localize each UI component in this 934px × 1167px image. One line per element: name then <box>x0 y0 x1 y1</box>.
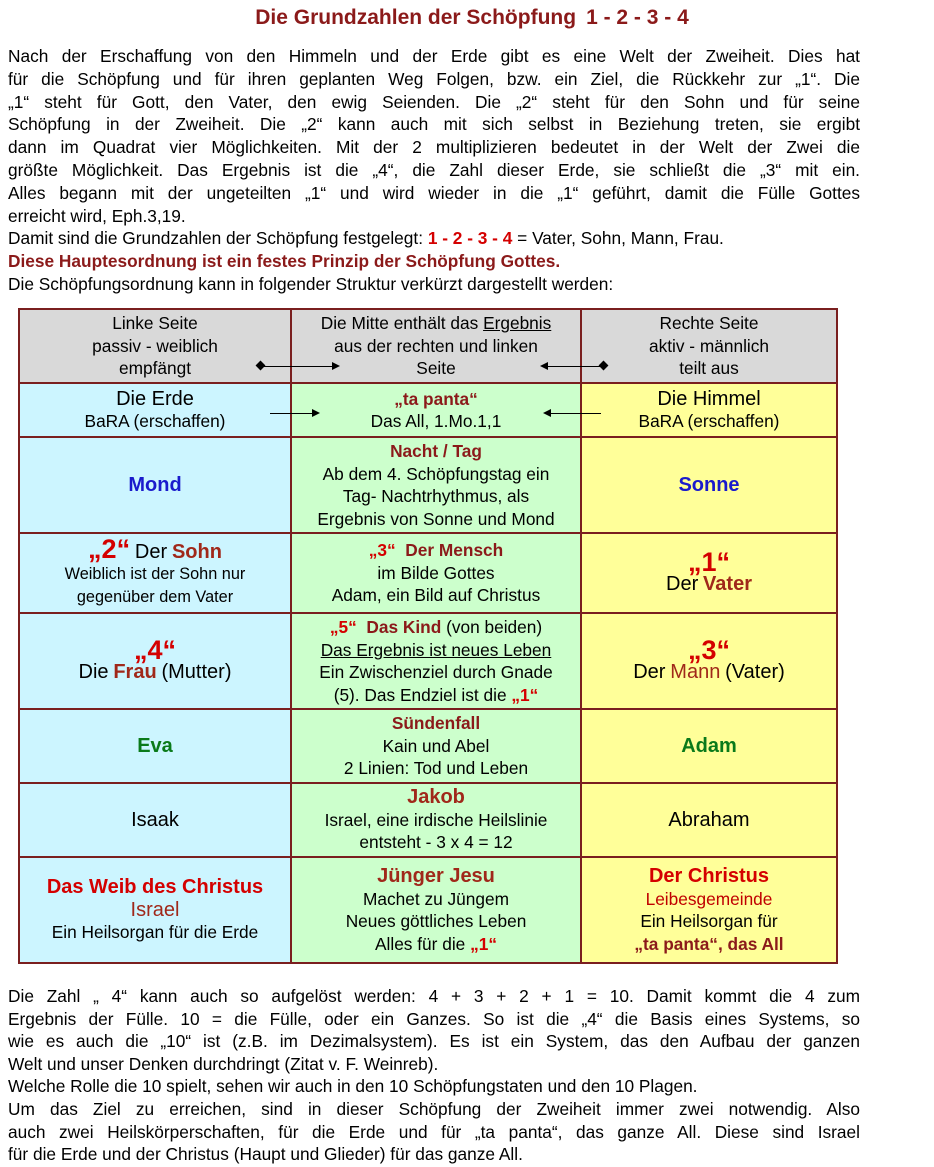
cell-text: Der Mensch <box>405 540 504 561</box>
cell-text <box>296 933 576 956</box>
cell-text: Tag- Nachtrhythmus, als <box>342 486 530 506</box>
intro-paragraph <box>8 45 860 296</box>
cell-text: Der <box>666 573 699 595</box>
intro-line: größte Möglichkeit. Das Ergebnis ist die „4“, die Zahl dieser Erde, sie schließt die „3“ mit ein. <box>8 159 860 180</box>
table-row <box>19 709 837 783</box>
intro-line: erreicht wird, Eph.3,19. <box>8 205 186 226</box>
cell-text: „ta panta“, das All <box>634 933 784 954</box>
right-arrow-icon <box>262 366 332 367</box>
arrow-head-icon <box>312 409 320 417</box>
cell-text: Mann <box>670 661 721 683</box>
table-header-row <box>19 309 837 383</box>
intro-line: dann im Quadrat vier Möglichkeiten. Mit der 2 multiplizieren bedeutet in der Welt der Zwei die <box>8 137 860 158</box>
cell-text: im Bilde Gottes <box>377 562 495 583</box>
cell-left <box>19 709 291 783</box>
cell-right <box>581 437 837 533</box>
cell-text: Der <box>134 540 168 563</box>
cell-left <box>19 857 291 963</box>
outro-line: Um das Ziel zu erreichen, sind in dieser Schöpfung der Zweiheit immer zwei notwendig. Also <box>8 1098 860 1119</box>
intro-line: Nach der Erschaffung von den Himmeln und der Erde gibt es eine Welt der Zweiheit. Dies hat <box>8 46 860 66</box>
cell-text: teilt aus <box>679 358 739 379</box>
intro-line: Die Schöpfungsordnung kann in folgender Struktur verkürzt dargestellt werden: <box>8 273 614 294</box>
cell-mid <box>291 383 581 437</box>
cell-text: Ergebnis <box>483 313 552 334</box>
intro-principle: Diese Hauptesordnung ist ein festes Prinzip der Schöpfung Gottes. <box>8 251 561 272</box>
cell-text: „4“ <box>133 634 177 665</box>
cell-text: Abraham <box>668 808 750 831</box>
cell-text <box>296 616 576 639</box>
cell-text: Nacht / Tag <box>390 441 482 461</box>
cell-text: aktiv - männlich <box>648 335 770 356</box>
cell-text: Kain und Abel <box>382 735 490 756</box>
cell-text: Die <box>78 661 109 683</box>
cell-text: Neues göttliches Leben <box>345 911 527 931</box>
cell-text: (Mutter) <box>161 661 232 683</box>
cell-text: Linke Seite <box>112 313 198 334</box>
creation-order-table <box>18 308 838 964</box>
cell-text: Jakob <box>407 786 465 809</box>
intro-line: Schöpfung in der Zweiheit. Die „2“ kann auch mit sich selbst in Beziehung treten, sie ergibt <box>8 114 860 135</box>
cell-text: „1“ <box>511 684 539 705</box>
cell-text: Sonne <box>678 473 740 496</box>
outro-line: für die Erde und der Christus (Haupt und Glieder) für das ganze All. <box>8 1144 523 1165</box>
cell-text: „1“ <box>470 933 497 954</box>
cell-right <box>581 533 837 613</box>
cell-text <box>296 684 576 707</box>
table-row <box>19 437 837 533</box>
cell-mid <box>291 533 581 613</box>
page-title <box>0 6 934 30</box>
outro-line: auch zwei Heilskörperschaften, für die Erde und für „ta panta“, das ganze All. Diese sind Israel <box>8 1121 860 1142</box>
cell-text: aus der rechten und linken <box>334 335 538 356</box>
cell-text: gegenüber dem Vater <box>76 587 234 606</box>
arrow-head-icon <box>543 409 551 417</box>
cell-text: Adam, ein Bild auf Christus <box>331 585 541 606</box>
intro-text: = Vater, Sohn, Mann, Frau. <box>517 228 724 249</box>
cell-right <box>581 857 837 963</box>
cell-text: (von beiden) <box>446 617 543 637</box>
arrow-head-icon <box>332 362 340 370</box>
cell-text: Die Erde <box>116 387 194 410</box>
intro-line: für die Schöpfung und für ihren geplanten Weg Folgen, bzw. ein Ziel, die Rückkehr zur „1“. Die <box>8 68 860 89</box>
cell-text: Adam <box>681 734 737 757</box>
cell-right <box>581 709 837 783</box>
cell-mid <box>291 783 581 857</box>
intro-text: Damit sind die Grundzahlen der Schöpfung festgelegt: <box>8 228 424 249</box>
cell-text: Eva <box>137 734 173 757</box>
left-arrow-icon <box>548 366 603 367</box>
cell-text <box>24 533 286 564</box>
cell-right <box>581 613 837 709</box>
outro-line: Welt und unser Denken durchdringt (Zitat v. F. Weinreb). <box>8 1053 439 1074</box>
cell-text: (Vater) <box>725 661 785 683</box>
cell-text: Isaak <box>131 808 179 831</box>
cell-text: Ein Heilsorgan für <box>640 911 778 931</box>
cell-text: „5“ <box>329 617 357 637</box>
cell-text: Ein Zwischenziel durch Gnade <box>319 662 553 682</box>
cell-text: Weiblich ist der Sohn nur <box>64 565 246 584</box>
cell-mid <box>291 857 581 963</box>
cell-text <box>24 661 286 684</box>
cell-text: empfängt <box>118 358 192 379</box>
cell-text: Seite <box>416 358 456 379</box>
cell-left <box>19 613 291 709</box>
cell-text <box>296 539 576 562</box>
cell-text: BaRA (erschaffen) <box>638 411 780 431</box>
intro-numbers: 1 - 2 - 3 - 4 <box>427 228 513 249</box>
outro-line: Die Zahl „ 4“ kann auch so aufgelöst werden: 4 + 3 + 2 + 1 = 10. Damit kommt die 4 zum <box>8 986 860 1006</box>
outro-line: Welche Rolle die 10 spielt, sehen wir auch in den 10 Schöpfungstaten und den 10 Plagen. <box>8 1076 698 1097</box>
header-right <box>581 309 837 383</box>
cell-text <box>586 573 832 596</box>
cell-text: (5). Das Endziel ist die <box>333 684 507 705</box>
left-arrow-icon <box>551 413 601 414</box>
cell-left <box>19 437 291 533</box>
table-row <box>19 383 837 437</box>
cell-text: Machet zu Jüngem <box>362 888 509 909</box>
cell-text: Das All, 1.Mo.1,1 <box>370 411 502 431</box>
cell-text: Das Ergebnis ist neues Leben <box>320 639 552 660</box>
cell-text: Der <box>633 661 666 683</box>
cell-right <box>581 383 837 437</box>
cell-text: Die Himmel <box>657 387 761 410</box>
cell-text: „1“ <box>687 546 731 577</box>
table-row <box>19 533 837 613</box>
cell-text: Mond <box>128 473 182 496</box>
cell-text: „ta panta“ <box>394 388 478 409</box>
cell-text: Alles für die <box>374 933 466 954</box>
title-text: Die Grundzahlen der Schöpfung <box>255 6 577 29</box>
cell-text: Das Weib des Christus <box>46 876 264 899</box>
cell-text <box>586 661 832 684</box>
cell-text: Ergebnis von Sonne und Mond <box>317 508 555 529</box>
cell-text: Frau <box>113 661 157 683</box>
cell-right <box>581 783 837 857</box>
right-arrow-icon <box>270 413 312 414</box>
cell-text: BaRA (erschaffen) <box>84 411 226 431</box>
cell-text: „3“ <box>368 540 396 561</box>
arrow-head-icon <box>540 362 548 370</box>
cell-left <box>19 383 291 437</box>
outro-paragraph <box>8 985 860 1166</box>
cell-text: Sohn <box>171 540 222 563</box>
cell-text: Das Kind <box>366 617 442 637</box>
table-row <box>19 783 837 857</box>
cell-text: Ein Heilsorgan für die Erde <box>51 922 259 943</box>
cell-text <box>296 312 576 335</box>
cell-text: Vater <box>703 573 752 595</box>
cell-text: Der Christus <box>648 865 770 887</box>
table-row <box>19 857 837 963</box>
cell-text: Die Mitte enthält das <box>320 313 479 334</box>
cell-left <box>19 783 291 857</box>
intro-line: „1“ steht für Gott, den Vater, den ewig Seienden. Die „2“ steht für den Sohn und für seine <box>8 91 860 112</box>
cell-text: „3“ <box>687 634 731 665</box>
cell-mid <box>291 709 581 783</box>
intro-line: Alles begann mit der ungeteilten „1“ und wird wieder in die „1“ geführt, damit die Fülle Gottes <box>8 182 860 203</box>
outro-line: Ergebnis der Fülle. 10 = die Fülle, oder ein Ganzes. So ist die „4“ die Basis eines Systems, so <box>8 1008 860 1029</box>
cell-text: Leibesgemeinde <box>645 888 773 909</box>
cell-left <box>19 533 291 613</box>
cell-text: entsteht - 3 x 4 = 12 <box>359 832 513 853</box>
title-numbers: 1 - 2 - 3 - 4 <box>586 6 689 29</box>
header-left <box>19 309 291 383</box>
cell-text: 2 Linien: Tod und Leben <box>343 758 529 779</box>
cell-text: Ab dem 4. Schöpfungstag ein <box>322 463 550 484</box>
intro-line-numbers <box>8 227 860 250</box>
cell-mid <box>291 613 581 709</box>
cell-text: Israel <box>130 898 180 921</box>
table-row <box>19 613 837 709</box>
cell-text: Jünger Jesu <box>377 865 495 887</box>
cell-text: passiv - weiblich <box>92 335 218 356</box>
cell-text: Rechte Seite <box>659 313 759 334</box>
cell-text: Israel, eine irdische Heilslinie <box>324 809 548 830</box>
cell-mid <box>291 437 581 533</box>
cell-text: „2“ <box>88 533 131 564</box>
header-mid <box>291 309 581 383</box>
cell-text: Sündenfall <box>391 713 481 734</box>
outro-line: wie es auch die „10“ ist (z.B. im Dezimalsystem). Es ist ein System, das den Aufbau der ganzen <box>8 1031 860 1052</box>
